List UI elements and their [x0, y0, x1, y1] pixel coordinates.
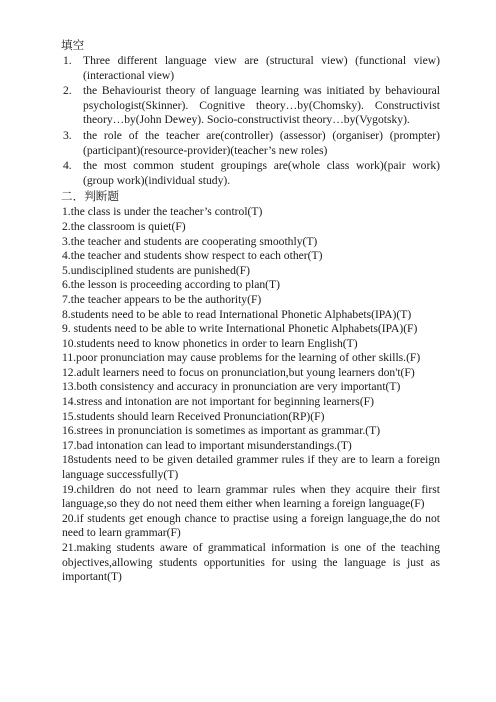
list-item: 13.both consistency and accuracy in pronunciation are very important(T) [62, 380, 401, 394]
item-text: Three different language view are (structural view) (functional view) (interactional view) [83, 54, 440, 82]
true-false-heading: 二．判断题 [61, 190, 119, 204]
list-item [62, 54, 440, 83]
item-number: 3. [63, 128, 72, 142]
item-number: 1. [63, 54, 72, 67]
list-item: 11.poor pronunciation may cause problems for the learning of other skills.(F) [62, 351, 421, 365]
true-false-list [62, 205, 440, 584]
list-item [62, 129, 440, 158]
list-item: 1.the class is under the teacher’s control(T) [62, 205, 263, 219]
list-item: 9. students need to be able to write International Phonetic Alphabets(IPA)(F) [62, 322, 418, 336]
list-item: 10.students need to know phonetics in order to learn English(T) [62, 336, 358, 350]
list-item: 3.the teacher and students are cooperating smoothly(T) [62, 234, 318, 248]
item-text: the Behaviourist theory of language learning was initiated by behavioural psychologist(Skinner). Cognitive theory…by(Chomsky). Constructivist theory…by(John Dewey). Socio-constructivist theory…by(Vygotsky). [83, 84, 440, 127]
item-number: 4. [63, 159, 72, 173]
list-item: 4.the teacher and students show respect to each other(T) [62, 249, 323, 263]
item-number: 2. [63, 84, 72, 98]
list-item: 8.students need to be able to read International Phonetic Alphabets(IPA)(T) [62, 307, 412, 321]
list-item: 6.the lesson is proceeding according to plan(T) [62, 278, 280, 292]
list-item: 5.undisciplined students are punished(F) [62, 263, 251, 277]
item-text: the most common student groupings are(whole class work)(pair work)(group work)(individual study). [83, 159, 440, 187]
list-item: 7.the teacher appears to be the authority(F) [62, 292, 262, 306]
list-item: 19.children do not need to learn grammar rules when they acquire their first language,so they do not need them either when learning a foreign language(F) [62, 482, 440, 511]
list-item: 12.adult learners need to focus on pronunciation,but young learners don't(F) [62, 365, 415, 379]
list-item: 16.strees in pronunciation is sometimes as important as grammar.(T) [62, 424, 381, 438]
item-text: the role of the teacher are(controller) (assessor) (organiser) (prompter) (participant)(resource-provider)(teacher’s new roles) [83, 128, 440, 157]
fill-in-list [62, 54, 440, 188]
list-item: 15.students should learn Received Pronunciation(RP)(F) [62, 409, 325, 423]
list-item: 18students need to be given detailed grammer rules if they are to learn a foreign language successfully(T) [62, 453, 440, 482]
list-item: 17.bad intonation can lead to important misunderstandings.(T) [62, 438, 352, 452]
list-item: 2.the classroom is quiet(F) [62, 219, 186, 233]
list-item: 14.stress and intonation are not important for beginning learners(F) [62, 395, 374, 409]
list-item [62, 84, 440, 128]
list-item: 21.making students aware of grammatical information is one of the teaching objectives,allowing students opportunities for using the language is just as important(T) [62, 541, 440, 584]
list-item [62, 159, 440, 188]
list-item: 20.if students get enough chance to practise using a foreign language,the do not need to learn grammar(F) [62, 511, 440, 540]
fill-in-heading: 填空 [61, 39, 85, 52]
